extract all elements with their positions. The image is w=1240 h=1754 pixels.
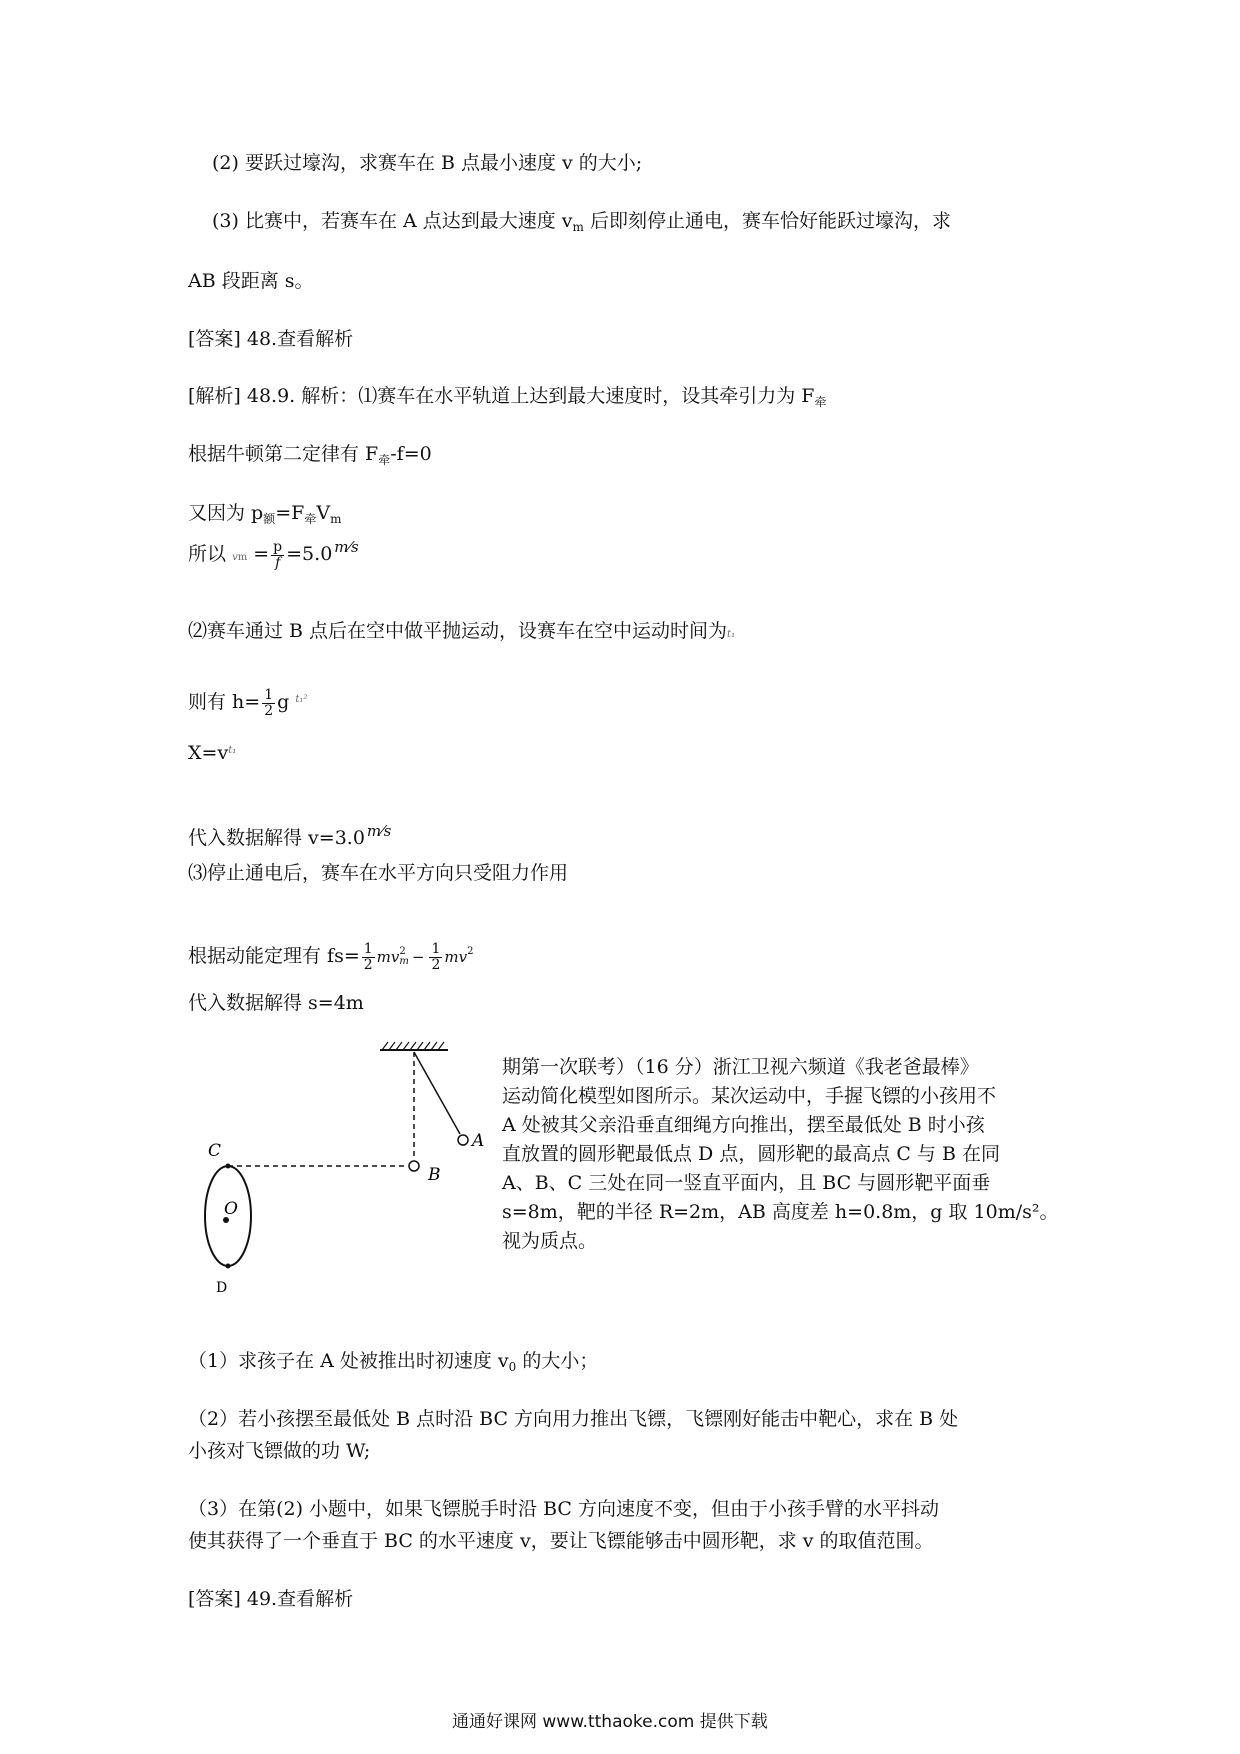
q48-h-t: t₁² [295,694,308,706]
q48-part2: (2) 要跃过壕沟，求赛车在 B 点最小速度 v 的大小; [212,152,643,174]
q49-answer: [答案] 49.查看解析 [188,1588,354,1610]
q48-power-sub2: 牵 [304,512,317,526]
q48-ke-d1: 2 [363,956,373,973]
q48-part3-text-b: 后即刻停止通电，赛车恰好能跃过壕沟，求 [583,210,951,232]
q48-vm-lhs: v [232,552,238,563]
q48-part3-line1 [212,210,951,234]
q49-part1-a: （1）求孩子在 A 处被推出时初速度 v [188,1350,509,1372]
q48-ke-frac2 [429,942,442,972]
q48-ke-frac1 [362,942,375,972]
q48-ke-text: 根据动能定理有 fs= [188,945,360,968]
q48-p2-text: ⑵赛车通过 B 点后在空中做平抛运动，设赛车在空中运动时间为 [188,620,728,642]
q48-ke-t1-sub: m [399,956,409,968]
q48-h-den: 2 [264,702,274,719]
label-b: B [428,1165,441,1185]
point-c-dot [226,1164,231,1169]
q48-ke-formula [188,942,473,972]
q48-h-text: 则有 h= [188,691,261,714]
pendulum-target-diagram [180,1030,500,1300]
q48-power-sub1: 额 [263,512,276,526]
q48-newton-a: 根据牛顿第二定律有 F [188,443,379,465]
q48-s-result: 代入数据解得 s=4m [188,992,364,1014]
q49-intro-line-6: s=8m，靶的半径 R=2m，AB 高度差 h=0.8m，g 取 10m/s²。 [502,1201,1059,1223]
q48-p2 [188,620,735,643]
q48-ke-term1: mv [376,948,400,967]
page-footer: 通通好课网 www.tthaoke.com 提供下载 [452,1712,768,1732]
q48-vm-formula [188,538,359,570]
q48-power-a: 又因为 p [188,502,264,524]
q48-answer: [答案] 48.查看解析 [188,328,354,350]
q48-power-c: V [316,502,331,524]
q48-x-t: t₁ [228,745,237,756]
q48-power-sub3: m [330,512,342,526]
q49-intro-line-4: 直放置的圆形靶最低点 D 点，圆形靶的最高点 C 与 B 在同 [502,1143,1000,1165]
q48-analysis [188,385,827,409]
q48-vm-text: 所以 [188,543,227,565]
label-c: C [208,1141,222,1161]
q48-part3-text-a: (3) 比赛中，若赛车在 A 点达到最大速度 v [212,210,573,232]
q48-p2-t: t₁ [727,629,736,640]
q48-ke-minus: − [411,948,425,967]
q49-part3-line1: （3）在第(2) 小题中，如果飞镖脱手时沿 BC 方向速度不变，但由于小孩手臂的水平抖动 [188,1498,939,1520]
q48-newton-b: -f=0 [390,443,432,465]
q48-x-formula [188,742,236,765]
q48-analysis-sub: 牵 [814,395,827,409]
q49-part1-b: 的大小； [516,1350,599,1372]
q48-vm-fraction [271,540,284,570]
q49-intro-line-7: 视为质点。 [502,1230,598,1252]
q48-newton [188,443,432,467]
point-b-circle [409,1161,419,1171]
q48-analysis-text: [解析] 48.9. 解析：⑴赛车在水平轨道上达到最大速度时，设其牵引力为 F [188,385,815,407]
q49-part1 [188,1350,598,1374]
q48-part3-line2: AB 段距离 s。 [188,270,314,292]
ceiling-hatch [382,1042,444,1050]
rope-to-a [414,1052,460,1134]
q49-intro-line-3: A 处被其父亲沿垂直细绳方向推出，摆至最低处 B 时小孩 [502,1114,985,1136]
point-d-dot [226,1264,231,1269]
q48-v-text: 代入数据解得 v=3.0 [188,827,365,849]
q48-power-b: =F [275,502,305,524]
q48-power [188,502,341,526]
q48-ke-n1: 1 [363,941,373,957]
q48-vm-den: f [275,554,281,571]
q48-ke-t2-sup: 2 [467,946,474,958]
label-a: A [472,1131,485,1151]
label-d: D [216,1280,228,1296]
q48-part3-sub: m [572,220,584,234]
label-o: O [224,1199,238,1219]
q48-ke-term2: mv [444,948,468,967]
q49-part1-sub: 0 [508,1360,517,1374]
q48-x-text: X=v [188,742,229,764]
q48-ke-t1-scripts [399,947,408,967]
q48-vm-lhs-sub: m [237,552,248,563]
q49-part2-line1: （2）若小孩摆至最低处 B 点时沿 BC 方向用力推出飞镖，飞镖刚好能击中靶心，求在 B 处 [188,1408,959,1430]
q48-vm-value: =5.0 [286,543,333,565]
q48-v-unit: m⁄s [366,822,392,840]
q48-h-num: 1 [264,687,274,703]
q48-h-fraction [262,688,275,718]
point-a-circle [458,1135,468,1145]
q48-v-result [188,822,391,850]
q48-vm-eq: = [253,543,270,565]
q48-ke-n2: 1 [431,941,441,957]
q48-h-g: g [277,691,290,714]
q48-newton-sub: 牵 [378,453,391,467]
q48-h-formula [188,688,307,718]
q49-part3-line2: 使其获得了一个垂直于 BC 的水平速度 v，要让飞镖能够击中圆形靶，求 v 的取值范围。 [188,1530,934,1552]
q49-intro-line-1: 期第一次联考）（16 分）浙江卫视六频道《我老爸最棒》 [502,1056,979,1078]
q48-ke-d2: 2 [431,956,441,973]
q48-p3: ⑶停止通电后，赛车在水平方向只受阻力作用 [188,862,569,884]
q49-part2-line2: 小孩对飞镖做的功 W; [188,1440,371,1462]
q48-vm-unit: m⁄s [334,538,359,556]
q49-intro-line-2: 运动简化模型如图所示。某次运动中，手握飞镖的小孩用不 [502,1085,997,1107]
q49-intro-line-5: A、B、C 三处在同一竖直平面内，且 BC 与圆形靶平面垂 [502,1172,991,1194]
q48-ke-t1-sup: 2 [399,946,406,958]
q48-vm-num: p [273,538,283,555]
